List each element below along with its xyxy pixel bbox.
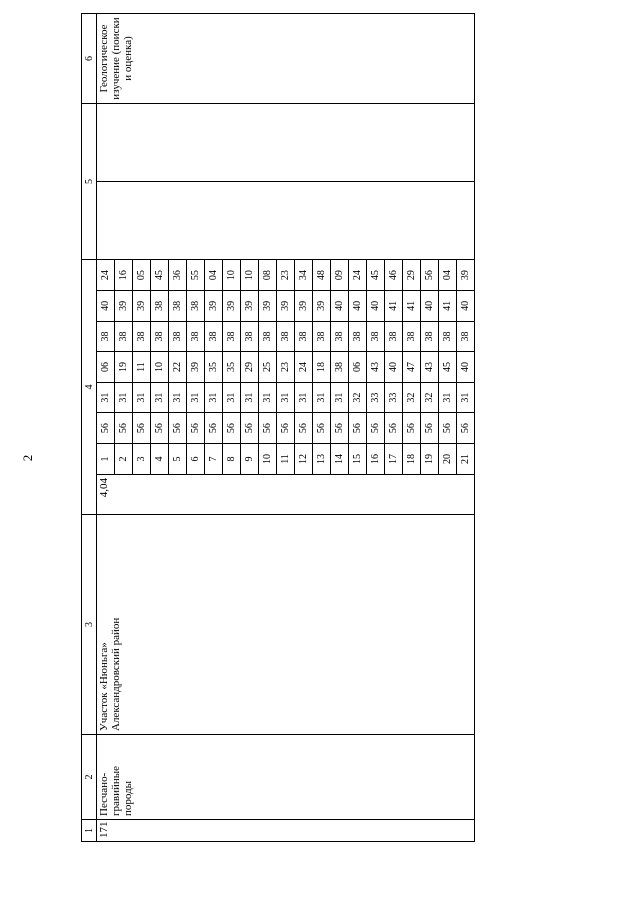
lat-min: 31 xyxy=(115,382,133,413)
coordinate-row xyxy=(259,260,277,474)
lat-deg: 56 xyxy=(367,413,385,444)
lat-sec: 23 xyxy=(277,352,295,383)
lat-deg: 56 xyxy=(133,413,151,444)
lat-sec: 38 xyxy=(331,352,349,383)
coordinate-row xyxy=(349,260,367,474)
license-sheet xyxy=(81,14,474,842)
lon-sec: 23 xyxy=(277,260,295,291)
lon-deg: 38 xyxy=(205,321,223,352)
lat-sec: 35 xyxy=(205,352,223,383)
coordinate-row xyxy=(187,260,205,474)
point-number: 20 xyxy=(439,443,457,474)
license-table xyxy=(81,13,475,842)
lon-deg: 38 xyxy=(151,321,169,352)
coordinate-row xyxy=(367,260,385,474)
lat-sec: 29 xyxy=(241,352,259,383)
lon-deg: 38 xyxy=(331,321,349,352)
lat-deg: 56 xyxy=(331,413,349,444)
point-number: 2 xyxy=(115,443,133,474)
lon-deg: 38 xyxy=(403,321,421,352)
site-name: Участок «Нюньга» xyxy=(98,642,110,731)
lat-sec: 22 xyxy=(169,352,187,383)
lon-deg: 38 xyxy=(295,321,313,352)
col5-left xyxy=(97,182,475,260)
lon-min: 40 xyxy=(457,291,475,322)
lon-deg: 38 xyxy=(241,321,259,352)
coordinate-row xyxy=(385,260,403,474)
lat-deg: 56 xyxy=(439,413,457,444)
lon-min: 40 xyxy=(349,291,367,322)
lon-deg: 38 xyxy=(277,321,295,352)
lon-min: 39 xyxy=(313,291,331,322)
lat-sec: 45 xyxy=(439,352,457,383)
point-number: 19 xyxy=(421,443,439,474)
lon-min: 39 xyxy=(133,291,151,322)
lon-sec: 39 xyxy=(457,260,475,291)
lon-deg: 38 xyxy=(421,321,439,352)
lon-min: 39 xyxy=(295,291,313,322)
lon-sec: 45 xyxy=(151,260,169,291)
point-number: 5 xyxy=(169,443,187,474)
coordinate-row xyxy=(331,260,349,474)
page-number: 2 xyxy=(20,454,35,462)
lat-min: 31 xyxy=(223,382,241,413)
lat-min: 31 xyxy=(151,382,169,413)
coordinate-row xyxy=(205,260,223,474)
lon-sec: 04 xyxy=(205,260,223,291)
col5-right xyxy=(97,104,475,182)
lon-deg: 38 xyxy=(187,321,205,352)
point-number: 1 xyxy=(97,443,115,474)
point-number: 9 xyxy=(241,443,259,474)
lat-deg: 56 xyxy=(313,413,331,444)
lon-min: 40 xyxy=(331,291,349,322)
lat-min: 31 xyxy=(295,382,313,413)
lon-sec: 08 xyxy=(259,260,277,291)
site-cell xyxy=(97,515,475,735)
header-col-6: 6 xyxy=(82,14,97,104)
lat-min: 32 xyxy=(349,382,367,413)
lon-min: 39 xyxy=(259,291,277,322)
lon-deg: 38 xyxy=(367,321,385,352)
lon-sec: 16 xyxy=(115,260,133,291)
lat-min: 31 xyxy=(169,382,187,413)
lat-min: 32 xyxy=(421,382,439,413)
coordinate-row xyxy=(151,260,169,474)
header-col-5: 5 xyxy=(82,104,97,260)
lat-min: 31 xyxy=(331,382,349,413)
lon-min: 38 xyxy=(151,291,169,322)
lat-deg: 56 xyxy=(403,413,421,444)
point-number: 21 xyxy=(457,443,475,474)
header-row xyxy=(82,14,97,842)
coordinate-row xyxy=(403,260,421,474)
lon-min: 39 xyxy=(115,291,133,322)
coordinate-row xyxy=(97,260,115,474)
point-number: 17 xyxy=(385,443,403,474)
coordinate-row xyxy=(421,260,439,474)
lon-sec: 56 xyxy=(421,260,439,291)
lat-sec: 40 xyxy=(385,352,403,383)
lon-sec: 29 xyxy=(403,260,421,291)
lat-deg: 56 xyxy=(151,413,169,444)
purpose-text: Геологическое изучение (поиски и оценка) xyxy=(98,17,135,100)
row-number: 171 xyxy=(97,820,475,842)
lat-deg: 56 xyxy=(457,413,475,444)
lon-min: 39 xyxy=(277,291,295,322)
lon-min: 39 xyxy=(241,291,259,322)
lon-min: 39 xyxy=(223,291,241,322)
lon-deg: 38 xyxy=(385,321,403,352)
lon-sec: 55 xyxy=(187,260,205,291)
lon-min: 40 xyxy=(421,291,439,322)
coordinate-row xyxy=(133,260,151,474)
lat-sec: 11 xyxy=(133,352,151,383)
lon-sec: 09 xyxy=(331,260,349,291)
coordinate-row xyxy=(277,260,295,474)
lat-min: 31 xyxy=(313,382,331,413)
lon-deg: 38 xyxy=(259,321,277,352)
lat-sec: 06 xyxy=(97,352,115,383)
point-number: 12 xyxy=(295,443,313,474)
lat-deg: 56 xyxy=(385,413,403,444)
lat-sec: 19 xyxy=(115,352,133,383)
point-number: 7 xyxy=(205,443,223,474)
header-col-2: 2 xyxy=(82,735,97,820)
lat-min: 31 xyxy=(205,382,223,413)
lon-sec: 05 xyxy=(133,260,151,291)
site-district: Александровский район xyxy=(110,617,123,731)
lon-deg: 38 xyxy=(439,321,457,352)
lat-deg: 56 xyxy=(169,413,187,444)
lon-deg: 38 xyxy=(97,321,115,352)
lon-min: 40 xyxy=(97,291,115,322)
point-number: 14 xyxy=(331,443,349,474)
lat-min: 31 xyxy=(187,382,205,413)
lat-sec: 24 xyxy=(295,352,313,383)
lat-sec: 39 xyxy=(187,352,205,383)
lon-deg: 38 xyxy=(115,321,133,352)
lat-sec: 10 xyxy=(151,352,169,383)
lat-deg: 56 xyxy=(115,413,133,444)
point-number: 10 xyxy=(259,443,277,474)
lat-min: 33 xyxy=(367,382,385,413)
lon-deg: 38 xyxy=(133,321,151,352)
coordinate-row xyxy=(223,260,241,474)
purpose-cell xyxy=(97,14,475,104)
lat-deg: 56 xyxy=(223,413,241,444)
lat-deg: 56 xyxy=(349,413,367,444)
rotated-table-area xyxy=(81,14,474,842)
lon-sec: 46 xyxy=(385,260,403,291)
lat-sec: 35 xyxy=(223,352,241,383)
point-number: 16 xyxy=(367,443,385,474)
lat-min: 31 xyxy=(259,382,277,413)
point-number: 6 xyxy=(187,443,205,474)
point-number: 3 xyxy=(133,443,151,474)
lat-deg: 56 xyxy=(421,413,439,444)
point-number: 13 xyxy=(313,443,331,474)
lat-deg: 56 xyxy=(241,413,259,444)
lon-deg: 38 xyxy=(169,321,187,352)
coordinate-row xyxy=(169,260,187,474)
coordinate-row xyxy=(241,260,259,474)
lat-deg: 56 xyxy=(259,413,277,444)
lon-sec: 48 xyxy=(313,260,331,291)
lon-min: 38 xyxy=(169,291,187,322)
lat-min: 31 xyxy=(277,382,295,413)
lat-deg: 56 xyxy=(97,413,115,444)
header-col-4: 4 xyxy=(82,260,97,515)
lat-deg: 56 xyxy=(187,413,205,444)
header-col-3: 3 xyxy=(82,515,97,735)
lat-deg: 56 xyxy=(205,413,223,444)
point-number: 11 xyxy=(277,443,295,474)
coordinate-row xyxy=(439,260,457,474)
coordinate-row xyxy=(457,260,475,474)
lon-deg: 38 xyxy=(313,321,331,352)
lat-sec: 18 xyxy=(313,352,331,383)
lon-deg: 38 xyxy=(349,321,367,352)
lon-min: 38 xyxy=(187,291,205,322)
lat-deg: 56 xyxy=(277,413,295,444)
lat-min: 31 xyxy=(457,382,475,413)
lat-sec: 43 xyxy=(367,352,385,383)
lon-min: 39 xyxy=(205,291,223,322)
lon-sec: 04 xyxy=(439,260,457,291)
lat-deg: 56 xyxy=(295,413,313,444)
lon-sec: 24 xyxy=(97,260,115,291)
point-number: 15 xyxy=(349,443,367,474)
lat-min: 33 xyxy=(385,382,403,413)
lon-min: 40 xyxy=(367,291,385,322)
data-row xyxy=(97,14,475,842)
coordinates-table xyxy=(97,260,474,474)
coordinates-cell xyxy=(97,260,475,475)
header-col-1: 1 xyxy=(82,820,97,842)
lon-min: 41 xyxy=(385,291,403,322)
lat-min: 31 xyxy=(439,382,457,413)
lon-min: 41 xyxy=(403,291,421,322)
lon-deg: 38 xyxy=(223,321,241,352)
lat-min: 32 xyxy=(403,382,421,413)
area-value: 4,04 xyxy=(97,475,475,515)
lon-deg: 38 xyxy=(457,321,475,352)
point-number: 8 xyxy=(223,443,241,474)
lat-sec: 25 xyxy=(259,352,277,383)
point-number: 18 xyxy=(403,443,421,474)
lat-sec: 40 xyxy=(457,352,475,383)
coordinate-row xyxy=(313,260,331,474)
lon-sec: 34 xyxy=(295,260,313,291)
lon-sec: 10 xyxy=(241,260,259,291)
lon-min: 41 xyxy=(439,291,457,322)
lon-sec: 24 xyxy=(349,260,367,291)
coordinate-row xyxy=(115,260,133,474)
lat-sec: 47 xyxy=(403,352,421,383)
point-number: 4 xyxy=(151,443,169,474)
coordinate-row xyxy=(295,260,313,474)
lat-min: 31 xyxy=(133,382,151,413)
lon-sec: 10 xyxy=(223,260,241,291)
lat-min: 31 xyxy=(97,382,115,413)
lat-sec: 06 xyxy=(349,352,367,383)
lon-sec: 45 xyxy=(367,260,385,291)
lon-sec: 36 xyxy=(169,260,187,291)
lat-min: 31 xyxy=(241,382,259,413)
resource-type: Песчано-гравийные породы xyxy=(97,735,475,820)
lat-sec: 43 xyxy=(421,352,439,383)
